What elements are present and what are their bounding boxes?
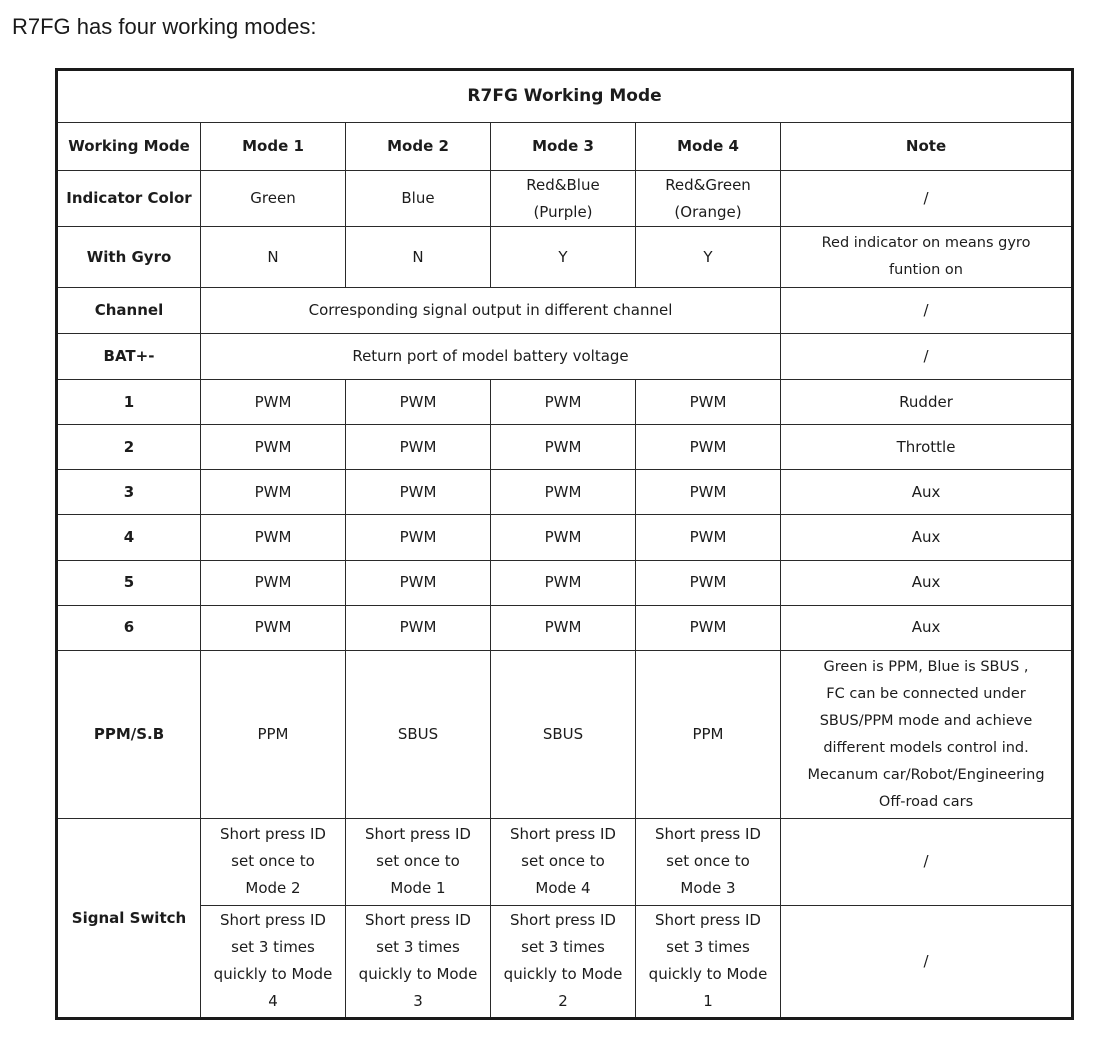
mode-4-header: Mode 4 [636, 123, 781, 171]
signal-once-mode-3 [491, 819, 636, 905]
ppm-note-line: Green is PPM, Blue is SBUS , [823, 658, 1029, 675]
indicator-row [57, 171, 1073, 227]
signal-line: set 3 times [666, 938, 750, 957]
indicator-label: Indicator Color [57, 171, 201, 227]
signal-line: Short press ID [220, 911, 326, 930]
gyro-mode-2: N [346, 227, 491, 287]
bat-note: / [781, 333, 1073, 379]
signal-line: Short press ID [365, 825, 471, 844]
pwm-cell: PWM [346, 379, 491, 424]
signal-line: set once to [666, 852, 750, 871]
signal-once-row [57, 819, 1073, 905]
channel-number: 3 [57, 470, 201, 515]
indicator-mode-3-line: (Purple) [533, 202, 593, 221]
signal-line: Mode 1 [390, 879, 446, 898]
ppm-row [57, 650, 1073, 819]
signal-line: 1 [703, 992, 713, 1011]
bat-label: BAT+- [57, 333, 201, 379]
working-mode-table [55, 68, 1074, 1020]
pwm-cell: PWM [346, 470, 491, 515]
signal-line: 3 [413, 992, 423, 1011]
signal-thrice-mode-2 [346, 905, 491, 1018]
gyro-mode-3: Y [491, 227, 636, 287]
signal-once-note: / [781, 819, 1073, 905]
gyro-note-line: Red indicator on means gyro [821, 235, 1031, 252]
signal-line: Short press ID [510, 911, 616, 930]
signal-line: Mode 2 [245, 879, 301, 898]
signal-line: quickly to Mode [648, 965, 768, 984]
table-row [57, 605, 1073, 650]
table-row [57, 515, 1073, 560]
channel-number: 1 [57, 379, 201, 424]
pwm-cell: PWM [346, 605, 491, 650]
indicator-mode-3 [491, 171, 636, 227]
signal-line: set 3 times [521, 938, 605, 957]
channel-number: 4 [57, 515, 201, 560]
pwm-cell: PWM [636, 470, 781, 515]
pwm-cell: PWM [491, 379, 636, 424]
signal-once-mode-4 [636, 819, 781, 905]
pwm-cell: PWM [201, 515, 346, 560]
table-row [57, 560, 1073, 605]
pwm-cell: PWM [201, 470, 346, 515]
signal-line: quickly to Mode [213, 965, 333, 984]
channel-row [57, 287, 1073, 333]
header-row [57, 123, 1073, 171]
ppm-mode-1: PPM [201, 650, 346, 819]
ppm-mode-2: SBUS [346, 650, 491, 819]
pwm-cell: PWM [346, 560, 491, 605]
signal-line: set 3 times [376, 938, 460, 957]
ppm-label: PPM/S.B [57, 650, 201, 819]
ppm-note-line: SBUS/PPM mode and achieve [819, 712, 1033, 729]
channel-number: 5 [57, 560, 201, 605]
intro-text: R7FG has four working modes: [12, 14, 317, 39]
gyro-mode-1: N [201, 227, 346, 287]
table-title: R7FG Working Mode [57, 70, 1073, 123]
signal-line: set once to [231, 852, 315, 871]
pwm-cell: PWM [491, 560, 636, 605]
channel-note: Aux [781, 605, 1073, 650]
indicator-mode-3-line: Red&Blue [526, 175, 600, 194]
signal-thrice-mode-1 [201, 905, 346, 1018]
pwm-cell: PWM [201, 379, 346, 424]
gyro-mode-4: Y [636, 227, 781, 287]
signal-line: 4 [268, 992, 278, 1011]
pwm-cell: PWM [491, 515, 636, 560]
pwm-cell: PWM [636, 515, 781, 560]
channel-note: Throttle [781, 425, 1073, 470]
pwm-cell: PWM [201, 605, 346, 650]
channel-text: Corresponding signal output in different channel [201, 287, 781, 333]
signal-line: Short press ID [365, 911, 471, 930]
ppm-note [781, 650, 1073, 819]
ppm-note-line: Off-road cars [878, 793, 974, 810]
bat-row [57, 333, 1073, 379]
signal-line: quickly to Mode [503, 965, 623, 984]
channel-number: 6 [57, 605, 201, 650]
pwm-cell: PWM [636, 605, 781, 650]
bat-text: Return port of model battery voltage [201, 333, 781, 379]
signal-line: quickly to Mode [358, 965, 478, 984]
signal-line: Short press ID [510, 825, 616, 844]
pwm-cell: PWM [636, 425, 781, 470]
working-mode-label: Working Mode [57, 123, 201, 171]
pwm-cell: PWM [491, 605, 636, 650]
pwm-cell: PWM [346, 515, 491, 560]
signal-line: set once to [521, 852, 605, 871]
ppm-note-line: FC can be connected under [826, 685, 1026, 702]
channel-note: Aux [781, 560, 1073, 605]
signal-thrice-row [57, 905, 1073, 1018]
ppm-mode-4: PPM [636, 650, 781, 819]
signal-line: Short press ID [220, 825, 326, 844]
gyro-note-line: funtion on [889, 262, 963, 279]
pwm-cell: PWM [491, 425, 636, 470]
table-row [57, 470, 1073, 515]
channel-label: Channel [57, 287, 201, 333]
ppm-note-line: different models control ind. [823, 739, 1029, 756]
signal-line: 2 [558, 992, 568, 1011]
title-row [57, 70, 1073, 123]
signal-line: set once to [376, 852, 460, 871]
table-row [57, 425, 1073, 470]
gyro-label: With Gyro [57, 227, 201, 287]
indicator-mode-4-line: (Orange) [674, 202, 742, 221]
signal-switch-label: Signal Switch [57, 819, 201, 1019]
mode-2-header: Mode 2 [346, 123, 491, 171]
pwm-cell: PWM [636, 560, 781, 605]
ppm-mode-3: SBUS [491, 650, 636, 819]
signal-line: set 3 times [231, 938, 315, 957]
channel-note: Rudder [781, 379, 1073, 424]
pwm-cell: PWM [636, 379, 781, 424]
mode-3-header: Mode 3 [491, 123, 636, 171]
signal-once-mode-2 [346, 819, 491, 905]
indicator-mode-1: Green [201, 171, 346, 227]
pwm-cell: PWM [346, 425, 491, 470]
gyro-row [57, 227, 1073, 287]
ppm-note-line: Mecanum car/Robot/Engineering [807, 766, 1045, 783]
indicator-note: / [781, 171, 1073, 227]
signal-thrice-mode-4 [636, 905, 781, 1018]
signal-once-mode-1 [201, 819, 346, 905]
indicator-mode-4 [636, 171, 781, 227]
table-row [57, 379, 1073, 424]
signal-thrice-note: / [781, 905, 1073, 1018]
signal-thrice-mode-3 [491, 905, 636, 1018]
signal-line: Short press ID [655, 825, 761, 844]
signal-line: Mode 3 [680, 879, 736, 898]
pwm-cell: PWM [201, 560, 346, 605]
signal-line: Mode 4 [535, 879, 591, 898]
indicator-mode-4-line: Red&Green [665, 175, 751, 194]
channel-note: Aux [781, 515, 1073, 560]
channel-note: / [781, 287, 1073, 333]
pwm-cell: PWM [201, 425, 346, 470]
pwm-cell: PWM [491, 470, 636, 515]
gyro-note [781, 227, 1073, 287]
note-header: Note [781, 123, 1073, 171]
signal-line: Short press ID [655, 911, 761, 930]
mode-1-header: Mode 1 [201, 123, 346, 171]
channel-number: 2 [57, 425, 201, 470]
channel-note: Aux [781, 470, 1073, 515]
indicator-mode-2: Blue [346, 171, 491, 227]
